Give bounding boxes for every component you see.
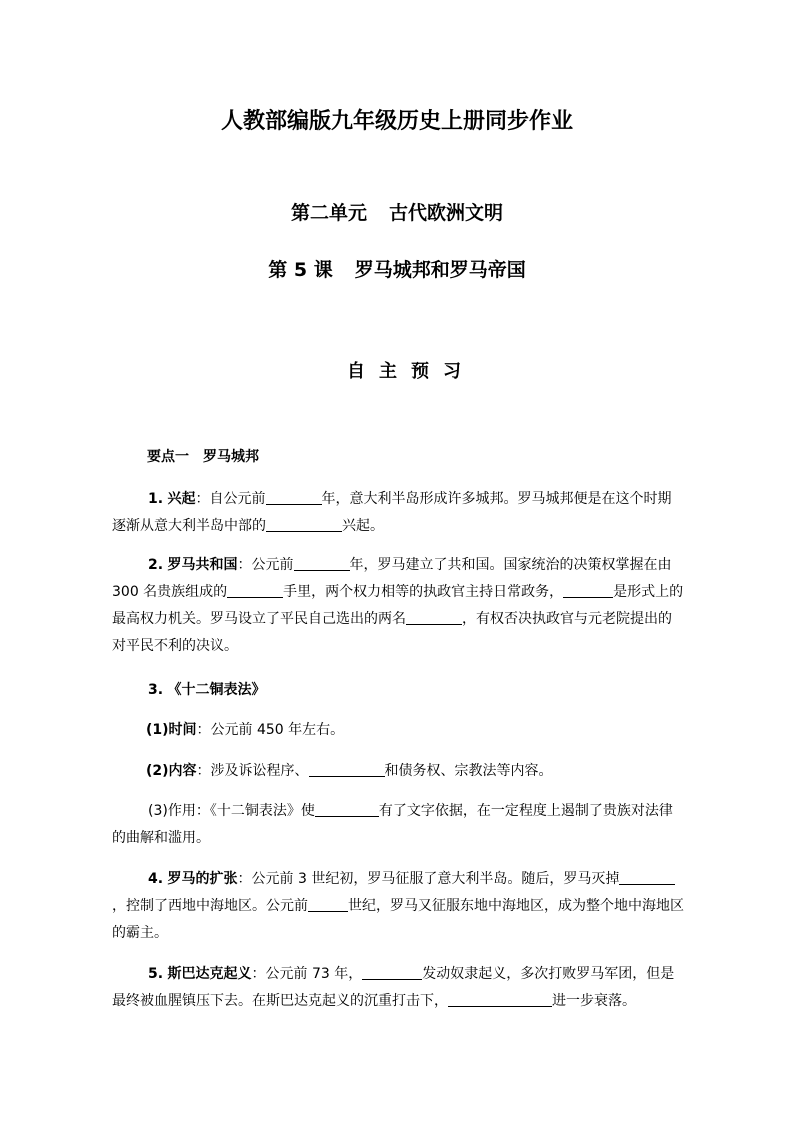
item-1-num: 1. bbox=[148, 491, 164, 507]
item-3-2-title: (2)内容 bbox=[146, 763, 197, 779]
item-1-text-b: 年，意大利半岛形成许多城邦。罗马城邦便是在这个时期逐渐从意大利半岛中部的 bbox=[112, 491, 672, 534]
item-4-text-c: 世纪，罗马又征服东地中海地区，成为整个地中海地区的霸主。 bbox=[112, 898, 684, 941]
item-4-title: 罗马的扩张 bbox=[167, 871, 238, 887]
item-2-title: 罗马共和国 bbox=[167, 557, 238, 573]
item-1-title: 兴起 bbox=[167, 491, 196, 507]
item-2-num: 2. bbox=[148, 557, 164, 573]
item-4-text-a: ：公元前 3 世纪初，罗马征服了意大利半岛。随后，罗马灭掉 bbox=[237, 871, 620, 887]
blank-3a[interactable] bbox=[309, 762, 385, 777]
item-5-text-c: 进一步衰落。 bbox=[552, 993, 636, 1009]
blank-2a[interactable] bbox=[294, 556, 350, 571]
document-title: 人教部编版九年级历史上册同步作业 bbox=[220, 109, 573, 134]
item-3-num: 3. bbox=[148, 682, 164, 698]
item-5-text-b: 发动奴隶起义，多次打败罗马军团，但是最终被血腥镇压下去。在斯巴达克起义的沉重打击下， bbox=[112, 966, 675, 1009]
item-5 bbox=[112, 961, 684, 1015]
unit-heading bbox=[0, 198, 794, 225]
item-4-text-b: ，控制了西地中海地区。公元前 bbox=[112, 898, 308, 914]
lesson-label: 第 5 课 bbox=[268, 259, 333, 281]
item-1 bbox=[112, 486, 684, 540]
item-3-2-text-b: 和债务权、宗教法等内容。 bbox=[384, 763, 553, 779]
item-3-3 bbox=[112, 798, 684, 852]
item-2-text-a: ：公元前 bbox=[237, 557, 294, 573]
item-5-title: 斯巴达克起义 bbox=[167, 966, 252, 982]
key-point-label: 要点一 bbox=[147, 449, 189, 465]
blank-2b[interactable] bbox=[227, 583, 283, 598]
unit-name: 古代欧洲文明 bbox=[389, 202, 504, 224]
blank-4b[interactable] bbox=[308, 897, 348, 912]
item-3-2 bbox=[146, 758, 686, 785]
item-5-text-a: ：公元前 73 年， bbox=[251, 966, 363, 982]
blank-1b[interactable] bbox=[266, 517, 342, 532]
blank-5a[interactable] bbox=[362, 965, 422, 980]
item-2-text-b: 年，罗马建立了共和国。国家统治的决策权掌握在由 300 名贵族组成的 bbox=[112, 557, 672, 600]
key-point-title: 罗马城邦 bbox=[203, 449, 259, 465]
key-point-heading bbox=[147, 444, 647, 471]
item-3-1-title: (1)时间 bbox=[146, 722, 197, 738]
blank-3b[interactable] bbox=[315, 802, 379, 817]
blank-2c[interactable] bbox=[563, 583, 613, 598]
lesson-heading bbox=[0, 255, 794, 282]
section-title: 自主预习 bbox=[347, 361, 475, 382]
item-3-3-text-b: 有了文字依据，在一定程度上遏制了贵族对法律的曲解和滥用。 bbox=[112, 803, 673, 846]
item-2-text-c: 手里，两个权力相等的执政官主持日常政务， bbox=[283, 584, 564, 600]
item-3 bbox=[112, 677, 684, 704]
item-5-num: 5. bbox=[148, 966, 164, 982]
blank-1a[interactable] bbox=[266, 490, 322, 505]
item-2-text-e: ，有权否决执政官与元老院提出的对平民不利的决议。 bbox=[112, 611, 672, 654]
item-3-title: 《十二铜表法》 bbox=[167, 682, 266, 698]
blank-2d[interactable] bbox=[406, 610, 462, 625]
blank-4a[interactable] bbox=[619, 870, 675, 885]
item-2-text-d: 是形式上的最高权力机关。罗马设立了平民自己选出的两名 bbox=[112, 584, 684, 627]
lesson-name: 罗马城邦和罗马帝国 bbox=[354, 259, 526, 281]
item-4-num: 4. bbox=[148, 871, 164, 887]
item-3-3-text-a: (3)作用：《十二铜表法》使 bbox=[148, 803, 315, 819]
item-3-1 bbox=[146, 717, 686, 744]
blank-5b[interactable] bbox=[448, 992, 552, 1007]
item-3-1-text: ：公元前 450 年左右。 bbox=[196, 722, 345, 738]
item-1-text-a: ：自公元前 bbox=[195, 491, 266, 507]
unit-label: 第二单元 bbox=[290, 202, 367, 224]
item-3-2-text-a: ：涉及诉讼程序、 bbox=[196, 763, 309, 779]
item-4 bbox=[112, 866, 684, 947]
item-2 bbox=[112, 552, 684, 660]
item-1-text-c: 兴起。 bbox=[342, 518, 384, 534]
